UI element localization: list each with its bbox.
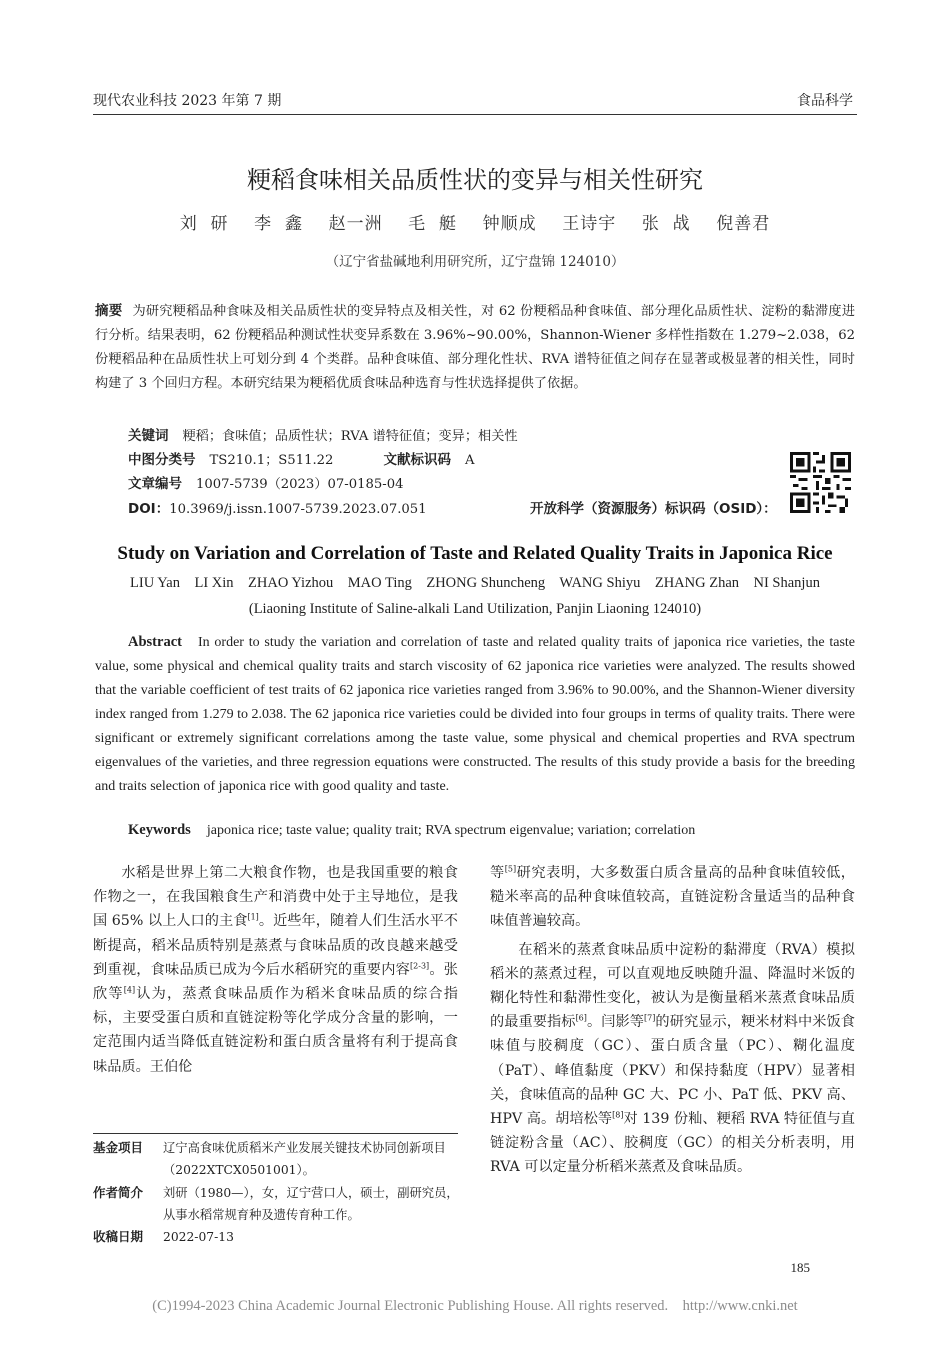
affiliation-zh: （辽宁省盐碱地利用研究所，辽宁盘锦 124010） [325,254,625,270]
body-paragraph [490,938,855,1180]
citation-ref[interactable]: [2-3] [410,961,430,971]
page-number: 185 [790,1260,810,1275]
citation-ref[interactable]: [4] [123,985,136,995]
doi-line [128,497,427,517]
keywords-en-text: japonica rice; taste value; quality trait; RVA spectrum eigenvalue; variation; correlation [206,823,696,838]
author-list-zh: 刘 研 李 鑫 赵一洲 毛 艇 钟顺成 王诗宇 张 战 倪善君 [179,214,771,234]
body-text: 的研究显示，粳米材料中米饭食味值与胶稠度（GC）、蛋白质含量（PC）、糊化温度（PaT）、峰值黏度（PKV）和保持黏度（HPV）显著相关，食味值高的品种 GC 大、PC 小、PaT 低、PKV 高、HPV 高。胡培松等 [490,1014,855,1128]
citation-ref[interactable]: [5] [504,864,517,874]
abstract-en [95,630,855,799]
paper-title-en: Study on Variation and Correlation of Taste and Related Quality Traits in Japonica Rice [117,543,833,564]
body-text: 在稻米的蒸煮食味品质中淀粉的黏滞度（RVA）模拟稻米的蒸煮过程，可以直观地反映随升温、降温时米饭的糊化特性和黏滞性变化，被认为是衡量稻米蒸煮食味品质的最重要指标 [490,941,855,1031]
footnote-received [93,1226,463,1248]
doc-code-value: A [464,453,475,468]
footnote-received-label: 收稿日期 [93,1229,144,1244]
abstract-en-text: In order to study the variation and correlation of taste and related quality traits of japonica rice varieties, the taste value, some physical and chemical quality traits and starch viscosity of 62 japonica rice varieties were analyzed. The results showed that the variable coefficient of test traits of 62 japonica rice varieties ranged from 3.96% to 90.00%, and the Shannon-Wiener diversity index ranged from 1.279 to 2.038. The 62 japonica rice varieties could be divided into four groups in terms of quality traits. There were significant or extremely significant correlations among the taste value, some physical and chemical properties and RVA spectrum eigenvalues of the varieties, and three regression equations were constructed. The results of this study provide a basis for the breeding and traits selection of japonica rice with good quality and taste. [95,635,855,794]
doc-code-label: 文献标识码 [383,452,451,468]
citation-ref[interactable]: [6] [575,1013,587,1023]
footnote-author-text: 刘研（1980—），女，辽宁营口人，硕士，副研究员，从事水稻常规育种及遗传育种工作。 [163,1186,459,1222]
doi-label: DOI： [128,501,170,517]
footnote-divider [93,1133,458,1134]
body-text: 对 139 份籼、粳稻 RVA 特征值与直链淀粉含量（AC）、胶稠度（GC）的相关分析表明，用 RVA 可以定量分析稻米蒸煮及食味品质。 [490,1111,855,1176]
footnote-fund [93,1137,463,1181]
body-text: 研究表明，大多数蛋白质含量高的品种食味值较低，糙米率高的品种食味值较高，直链淀粉含量适当的品种食味值普遍较高。 [490,865,855,930]
header-divider [93,114,857,115]
footnote-fund-text: 辽宁高食味优质稻米产业发展关键技术协同创新项目（2022XTCX0501001）。 [163,1141,446,1177]
abstract-zh-label: 摘要 [95,303,123,319]
citation-ref[interactable]: [1] [247,912,259,922]
body-text: 。闫影等 [586,1014,645,1031]
osid-label: 开放科学（资源服务）标识码（OSID）： [530,501,777,517]
footnote-author-label: 作者简介 [93,1185,144,1200]
footnote-fund-label: 基金项目 [93,1140,144,1155]
copyright-footer: (C)1994-2023 China Academic Journal Electronic Publishing House. All rights reserved. http://www.cnki.net [152,1298,798,1314]
affiliation-en: (Liaoning Institute of Saline-alkali Land Utilization, Panjin Liaoning 124010) [248,601,702,617]
keywords-en [128,822,695,839]
citation-ref[interactable]: [7] [644,1013,656,1023]
running-header-section: 食品科学 [797,93,853,109]
body-text: 。近些年，随着人们生活水平不断提高，稻米品质特别是蒸煮与食味品质的改良越来越受到重视，食味品质已成为今后水稻研究的重要内容 [93,913,458,978]
doi-value[interactable]: 10.3969/j.issn.1007-5739.2023.07.051 [169,502,427,517]
body-text: 认为，蒸煮食味品质作为稻米食味品质的综合指标，主要受蛋白质和直链淀粉等化学成分含量的影响，一定范围内适当降低直链淀粉和蛋白质含量将有利于提高食味品质。王伯伦 [93,986,458,1075]
keywords-en-label: Keywords [128,822,191,838]
clc-label: 中图分类号 [128,452,196,468]
abstract-zh [95,299,855,396]
body-text: 水稻是世界上第二大粮食作物，也是我国重要的粮食作物之一，在我国粮食生产和消费中处于主导地位，是我国 65% 以上人口的主食 [93,865,458,930]
body-paragraph [93,861,458,1079]
paper-title-zh: 粳稻食味相关品质性状的变异与相关性研究 [247,166,703,194]
keywords-zh [128,424,518,444]
footnote-author [93,1182,463,1226]
footnote-received-text: 2022-07-13 [163,1230,234,1244]
keywords-zh-text: 粳稻；食味值；品质性状；RVA 谱特征值；变异；相关性 [182,429,518,444]
author-list-en: LIU Yan LI Xin ZHAO Yizhou MAO Ting ZHONG Shuncheng WANG Shiyu ZHANG Zhan NI Shanjun [130,575,820,591]
body-column-right [490,861,855,1180]
clc-value: TS210.1；S511.22 [209,453,334,468]
body-column-left [93,861,458,1079]
citation-ref[interactable]: [8] [612,1110,624,1120]
running-header-journal: 现代农业科技 2023 年第 7 期 [93,93,282,109]
keywords-zh-label: 关键词 [128,428,169,444]
body-text: 等 [490,865,505,881]
body-paragraph [490,861,855,934]
article-number-label: 文章编号 [128,476,182,492]
abstract-zh-text: 为研究粳稻品种食味及相关品质性状的变异特点及相关性，对 62 份粳稻品种食味值、部分理化品质性状、淀粉的黏滞度进行分析。结果表明，62 份粳稻品种测试性状变异系数在 3.96%~90.00%，Shannon-Wiener 多样性指数在 1.279~2.038，62 份粳稻品种在品质性状上可划分到 4 个类群。品种食味值、部分理化性状、RVA 谱特征值之间存在显著或极显著的相关性，同时构建了 3 个回归方程。本研究结果为粳稻优质食味品种选育与性状选择提供了依据。 [95,304,856,391]
article-number [128,472,404,492]
osid-qr-code[interactable] [790,452,851,513]
article-number-value: 1007-5739（2023）07-0185-04 [196,477,404,492]
body-text: 。张欣等 [93,961,458,1003]
classification-line [128,448,474,468]
abstract-en-label: Abstract [128,634,182,650]
